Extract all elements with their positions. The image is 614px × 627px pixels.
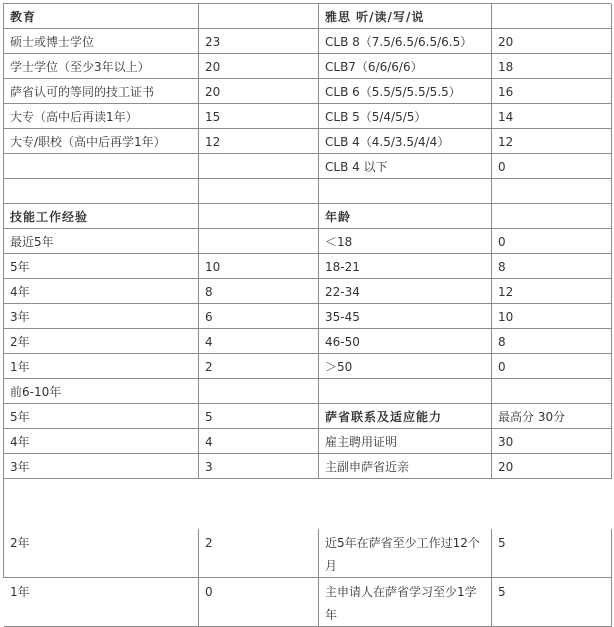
table-cell-label: CLB 6（5.5/5/5.5/5.5） [319, 79, 492, 104]
table-cell-label: 2年 [4, 529, 199, 578]
table-cell-score: 20 [199, 79, 319, 104]
table-cell-label: 教育 [4, 4, 199, 29]
table-cell-label: 主申请人在萨省学习至少1学年 [319, 578, 492, 627]
table-cell-label: 1年 [4, 578, 199, 627]
table-cell-score: 10 [199, 254, 319, 279]
table-cell-label: 大专（高中后再读1年） [4, 104, 199, 129]
table-cell-score: 8 [492, 329, 612, 354]
table-cell-score [492, 379, 612, 404]
table-cell-score: 最高分 30分 [492, 404, 612, 429]
table-cell-score: 5 [492, 529, 612, 578]
table-cell-score: 12 [492, 279, 612, 304]
table-cell-score: 14 [492, 104, 612, 129]
table-cell-score: 2 [199, 354, 319, 379]
table-cell-label: 5年 [4, 254, 199, 279]
table-cell-label: 学士学位（至少3年以上） [4, 54, 199, 79]
table-cell-label [319, 179, 492, 204]
table-cell-label: 5年 [4, 404, 199, 429]
table-cell-score: 16 [492, 79, 612, 104]
table-cell-score: 5 [199, 404, 319, 429]
table-cell-score: 3 [199, 454, 319, 479]
table-cell-label: 2年 [4, 329, 199, 354]
table-cell-score [199, 204, 319, 229]
table-cell-score [492, 4, 612, 29]
table-cell-label: 技能工作经验 [4, 204, 199, 229]
table-cell-label: 46-50 [319, 329, 492, 354]
table-cell-label [4, 154, 199, 179]
table-cell-score [199, 154, 319, 179]
table-cell-label: 35-45 [319, 304, 492, 329]
table-cell-label: 前6-10年 [4, 379, 199, 404]
points-table [3, 3, 611, 622]
table-cell-label: 雇主聘用证明 [319, 429, 492, 454]
table-cell-score: 8 [492, 254, 612, 279]
table-cell-score [199, 229, 319, 254]
table-cell-label: 4年 [4, 279, 199, 304]
table-cell-score: 0 [492, 229, 612, 254]
table-cell-label: CLB 5（5/4/5/5） [319, 104, 492, 129]
table-cell-label: 年龄 [319, 204, 492, 229]
table-cell-label: 3年 [4, 454, 199, 479]
table-cell-label [319, 379, 492, 404]
table-cell-score [199, 379, 319, 404]
table-cell-label: 硕士或博士学位 [4, 29, 199, 54]
table-cell-label: 萨省认可的等同的技工证书 [4, 79, 199, 104]
table-cell-score: 30 [492, 429, 612, 454]
table-cell-label: 主副申萨省近亲 [319, 454, 492, 479]
table-cell-label: ＞50 [319, 354, 492, 379]
table-cell-label [4, 179, 199, 204]
table-cell-score: 6 [199, 304, 319, 329]
table-cell-label: 1年 [4, 354, 199, 379]
table-cell-label: 4年 [4, 429, 199, 454]
table-cell-label: CLB7（6/6/6/6） [319, 54, 492, 79]
table-cell-score: 20 [492, 454, 612, 479]
table-cell-score: 10 [492, 304, 612, 329]
table-cell-score: 4 [199, 429, 319, 454]
table-cell-score: 18 [492, 54, 612, 79]
table-cell-label: 22-34 [319, 279, 492, 304]
table-cell-label: CLB 8（7.5/6.5/6.5/6.5） [319, 29, 492, 54]
table-cell-label: CLB 4（4.5/3.5/4/4） [319, 129, 492, 154]
table-cell-label: 18-21 [319, 254, 492, 279]
table-cell-score: 23 [199, 29, 319, 54]
table-cell-score: 0 [199, 578, 319, 627]
table-cell-score [199, 179, 319, 204]
table-cell-score: 0 [492, 354, 612, 379]
table-cell-score [492, 204, 612, 229]
table-cell-score [492, 179, 612, 204]
table-cell-label: CLB 4 以下 [319, 154, 492, 179]
table-cell-label: ＜18 [319, 229, 492, 254]
table-cell-label: 雅思 听/读/写/说 [319, 4, 492, 29]
table-cell-score: 15 [199, 104, 319, 129]
table-cell-label: 大专/职校（高中后再学1年） [4, 129, 199, 154]
table-cell-label: 3年 [4, 304, 199, 329]
table-cell-score: 0 [492, 154, 612, 179]
table-cell-score: 5 [492, 578, 612, 627]
table-cell-label: 近5年在萨省至少工作过12个月 [319, 529, 492, 578]
table-cell-score: 8 [199, 279, 319, 304]
table-cell-label: 萨省联系及适应能力 [319, 404, 492, 429]
table-cell-score [199, 4, 319, 29]
table-cell-score: 4 [199, 329, 319, 354]
table-cell-label: 最近5年 [4, 229, 199, 254]
table-cell-score: 20 [492, 29, 612, 54]
table-cell-score: 12 [492, 129, 612, 154]
table-cell-score: 20 [199, 54, 319, 79]
table-cell-score: 2 [199, 529, 319, 578]
table-cell-score: 12 [199, 129, 319, 154]
